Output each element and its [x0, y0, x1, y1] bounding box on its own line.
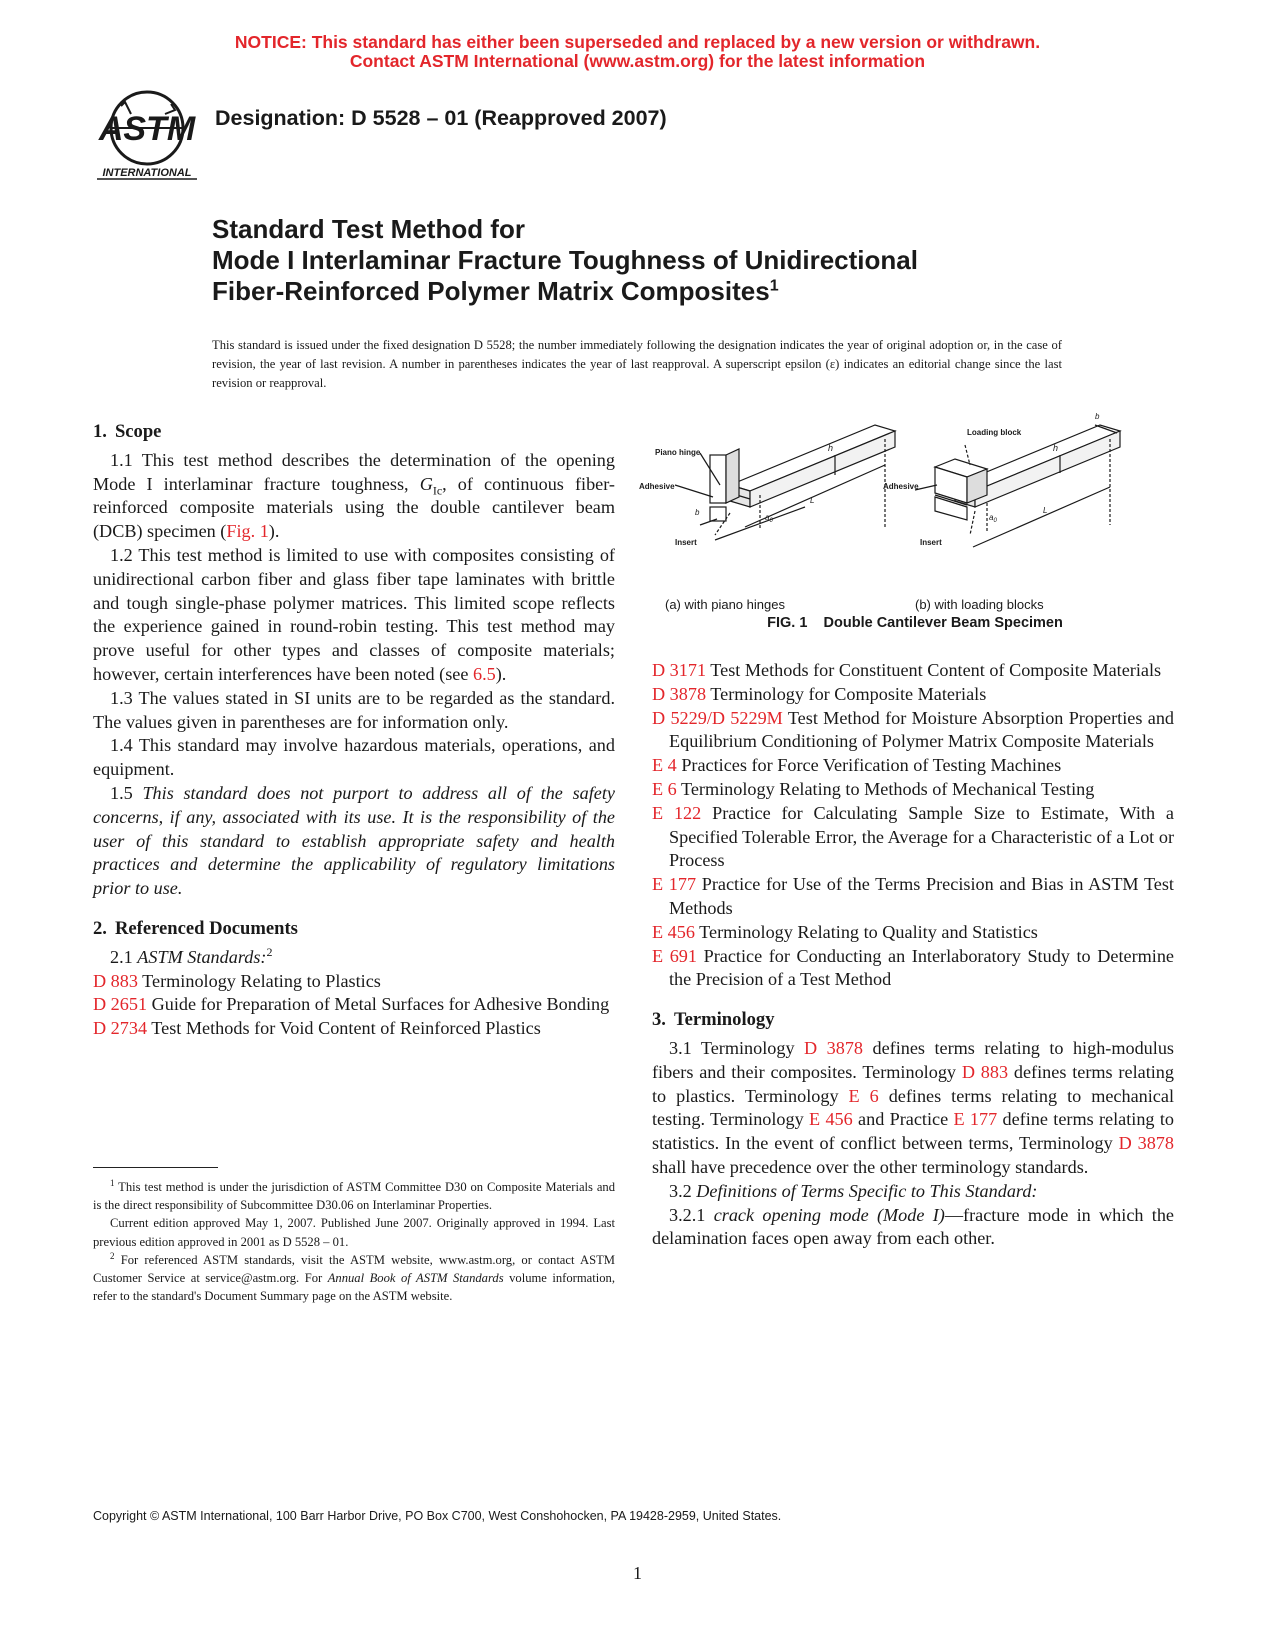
reference-title: Practice for Use of the Terms Precision and Bias in ASTM Test Methods: [669, 874, 1174, 918]
paragraph-1-5: 1.5 This standard does not purport to address all of the safety concerns, if any, associated with its use. It is the responsibility of the user of this standard to establish appropriate safety and health practices and determine the applicability of regulatory limitations prior to use.: [93, 782, 615, 899]
dim-L-a: L: [810, 496, 815, 505]
logo-text: INTERNATIONAL: [102, 167, 192, 179]
fig-1-link[interactable]: Fig. 1: [226, 521, 269, 542]
logo-mark: ASTM: [98, 110, 196, 148]
title-line-2: Mode I Interlaminar Fracture Toughness of Unidirectional: [212, 245, 918, 275]
reference-code-link[interactable]: E 6: [652, 778, 677, 799]
label-piano-hinge: Piano hinge: [655, 448, 701, 457]
reference-title: Test Method for Moisture Absorption Properties and Equilibrium Conditioning of Polymer Matrix Composite Materials: [669, 707, 1175, 752]
label-insert-b: Insert: [920, 538, 942, 547]
copyright-line: Copyright © ASTM International, 100 Barr Harbor Drive, PO Box C700, West Conshohocken, PA 19428-2959, United States.: [93, 1509, 782, 1523]
paragraph-1-4: 1.4 This standard may involve hazardous materials, operations, and equipment.: [93, 735, 615, 780]
paragraph-3-2-1: 3.2.1 crack opening mode (Mode I)—fracture mode in which the delamination faces open away from each other.: [652, 1204, 1175, 1249]
ref-link-d3878-2[interactable]: D 3878: [1118, 1133, 1174, 1154]
reference-item: [652, 683, 1174, 707]
section-refdocs-heading: 2. Referenced Documents: [93, 917, 298, 939]
figure-caption-a: (a) with piano hinges: [665, 597, 785, 612]
reference-item: [652, 754, 1174, 778]
page-number: 1: [633, 1563, 642, 1583]
figure-caption-b: (b) with loading blocks: [915, 597, 1044, 612]
dim-a0-b: $a_0$: [989, 513, 997, 524]
reference-item: [652, 921, 1174, 945]
notice-line-1: NOTICE: This standard has either been superseded and replaced by a new version or withdrawn.: [234, 32, 1041, 52]
reference-code-link[interactable]: E 122: [652, 802, 702, 823]
dim-L-b: L: [1043, 506, 1048, 515]
reference-title: Practice for Conducting an Interlaboratory Study to Determine the Precision of a Test Method: [669, 945, 1174, 990]
reference-item: [93, 1017, 615, 1041]
paragraph-3-2: 3.2 Definitions of Terms Specific to This Standard:: [669, 1180, 1038, 1201]
specimen-b-drawing: [915, 425, 1120, 547]
reference-title: Terminology for Composite Materials: [706, 683, 987, 704]
reference-item: [652, 945, 1174, 993]
label-adhesive-a: Adhesive: [639, 482, 675, 491]
notice-line-2: Contact ASTM International (www.astm.org) for the latest information: [349, 51, 926, 71]
dim-h-a: h: [828, 443, 834, 453]
label-loading-block: Loading block: [967, 428, 1022, 437]
paragraph-3-1: 3.1 Terminology D 3878 defines terms relating to high-modulus fibers and their composites. Terminology D 883 defines terms relating to plastics. Terminology E 6 defines terms relating to mechanical testing. Terminology E 456 and Practice E 177 define terms relating to statistics. In the event of conflict between terms, Terminology D 3878 shall have precedence over the other terminology standards.: [652, 1037, 1174, 1177]
footnote-2: $^2$ For referenced ASTM standards, visit the ASTM website, www.astm.org, or contact ASTM Customer Service at service@astm.org. For Annual Book of ASTM Standards volume information, refer to the standard's Document Summary page on the ASTM website.: [93, 1250, 615, 1304]
section-6-5-link[interactable]: 6.5: [473, 663, 496, 684]
specimen-a-drawing: [675, 425, 895, 540]
dim-b-b: b: [1095, 412, 1100, 421]
paragraph-2-1: 2.1 ASTM Standards:$^2$: [110, 944, 273, 967]
designation: Designation: D 5528 – 01 (Reapproved 2007): [215, 106, 667, 130]
reference-item: [93, 993, 615, 1017]
reference-code-link[interactable]: D 883: [93, 970, 138, 991]
reference-item: [652, 778, 1174, 802]
reference-title: Terminology Relating to Plastics: [137, 970, 381, 991]
ref-link-d883[interactable]: D 883: [961, 1061, 1009, 1082]
section-terminology-heading: 3. Terminology: [652, 1009, 775, 1031]
issued-notice: This standard is issued under the fixed designation D 5528; the number immediately following the designation indicates the year of original adoption or, in the case of revision, the year of last revision. A number in parentheses indicates the year of last reapproval. A superscript epsilon (ε) indicates an editorial change since the last revision or reapproval.: [212, 338, 1062, 390]
footnote-divider: [93, 1167, 218, 1168]
reference-title: Terminology Relating to Quality and Statistics: [694, 921, 1038, 942]
label-insert-a: Insert: [675, 538, 697, 547]
reference-title: Test Methods for Void Content of Reinforced Plastics: [147, 1018, 541, 1039]
dim-b-a: b: [695, 508, 700, 517]
section-scope-heading: 1. Scope: [93, 421, 162, 442]
ref-link-e177[interactable]: E 177: [953, 1109, 998, 1130]
reference-code-link[interactable]: D 2651: [93, 994, 148, 1015]
reference-code-link[interactable]: D 5229/D 5229M: [652, 707, 783, 728]
reference-title: Practice for Calculating Sample Size to Estimate, With a Specified Tolerable Error, the Average for a Characteristic of a Lot or Process: [669, 802, 1174, 871]
reference-title: Guide for Preparation of Metal Surfaces for Adhesive Bonding: [147, 994, 610, 1015]
reference-item: [652, 802, 1174, 873]
reference-title: Practices for Force Verification of Testing Machines: [676, 755, 1062, 776]
reference-code-link[interactable]: E 691: [652, 945, 697, 966]
reference-code-link[interactable]: E 456: [652, 921, 695, 942]
dim-a0-a: $a_0$: [765, 513, 773, 524]
document-title: [212, 214, 918, 307]
ref-link-e456[interactable]: E 456: [809, 1109, 853, 1130]
reference-title: Terminology Relating to Methods of Mechanical Testing: [676, 778, 1095, 799]
reference-list-left: [93, 970, 615, 1041]
reference-item: [652, 873, 1174, 921]
reference-item: [93, 970, 615, 994]
ref-link-d3878[interactable]: D 3878: [804, 1037, 864, 1058]
title-footnote-ref[interactable]: 1: [769, 277, 779, 295]
title-line-1: Standard Test Method for: [212, 214, 525, 244]
reference-list-right: [652, 659, 1174, 992]
footnotes: [93, 1178, 615, 1305]
reference-code-link[interactable]: E 177: [652, 874, 697, 895]
reference-item: [652, 707, 1174, 755]
figure-title: FIG. 1 Double Cantilever Beam Specimen: [767, 615, 1063, 631]
reference-code-link[interactable]: D 2734: [93, 1018, 148, 1039]
right-column: [652, 659, 1174, 1251]
notice-banner: [0, 33, 1275, 71]
paragraph-1-3: 1.3 The values stated in SI units are to be regarded as the standard. The values given in parentheses are for information only.: [93, 687, 615, 732]
reference-code-link[interactable]: E 4: [652, 755, 677, 776]
label-adhesive-b: Adhesive: [883, 482, 919, 491]
ref-link-e6[interactable]: E 6: [848, 1085, 879, 1106]
title-line-3: Fiber-Reinforced Polymer Matrix Composites$^1$: [212, 276, 779, 306]
left-column: [93, 420, 615, 1041]
footnote-2-ref[interactable]: 2: [266, 944, 273, 959]
astm-logo: [95, 84, 200, 182]
reference-item: [652, 659, 1174, 683]
paragraph-1-1: 1.1 This test method describes the determination of the opening Mode I interlaminar fracture toughness, $G_{Ic}$, of continuous fiber-reinforced composite materials using the double cantilever beam (DCB) specimen (Fig. 1).: [93, 449, 615, 542]
reference-code-link[interactable]: D 3171: [652, 660, 707, 680]
footnote-1b: Current edition approved May 1, 2007. Published June 2007. Originally approved in 1994. Last previous edition approved in 2001 as D 5528 – 01.: [93, 1216, 615, 1249]
footnote-1: $^1$ This test method is under the jurisdiction of ASTM Committee D30 on Composite Materials and is the direct responsibility of Subcommittee D30.06 on Interlaminar Properties.: [93, 1177, 615, 1213]
reference-title: Test Methods for Constituent Content of Composite Materials: [706, 660, 1162, 680]
reference-code-link[interactable]: D 3878: [652, 683, 707, 704]
dim-h-b: h: [1053, 443, 1059, 453]
paragraph-1-2: 1.2 This test method is limited to use with composites consisting of unidirectional carbon fiber and glass fiber tape laminates with brittle and tough single-phase polymer matrices. This limited scope reflects the experience gained in round-robin testing. This test method may prove useful for other types and classes of composite materials; however, certain interferences have been noted (see 6.5).: [93, 544, 615, 684]
